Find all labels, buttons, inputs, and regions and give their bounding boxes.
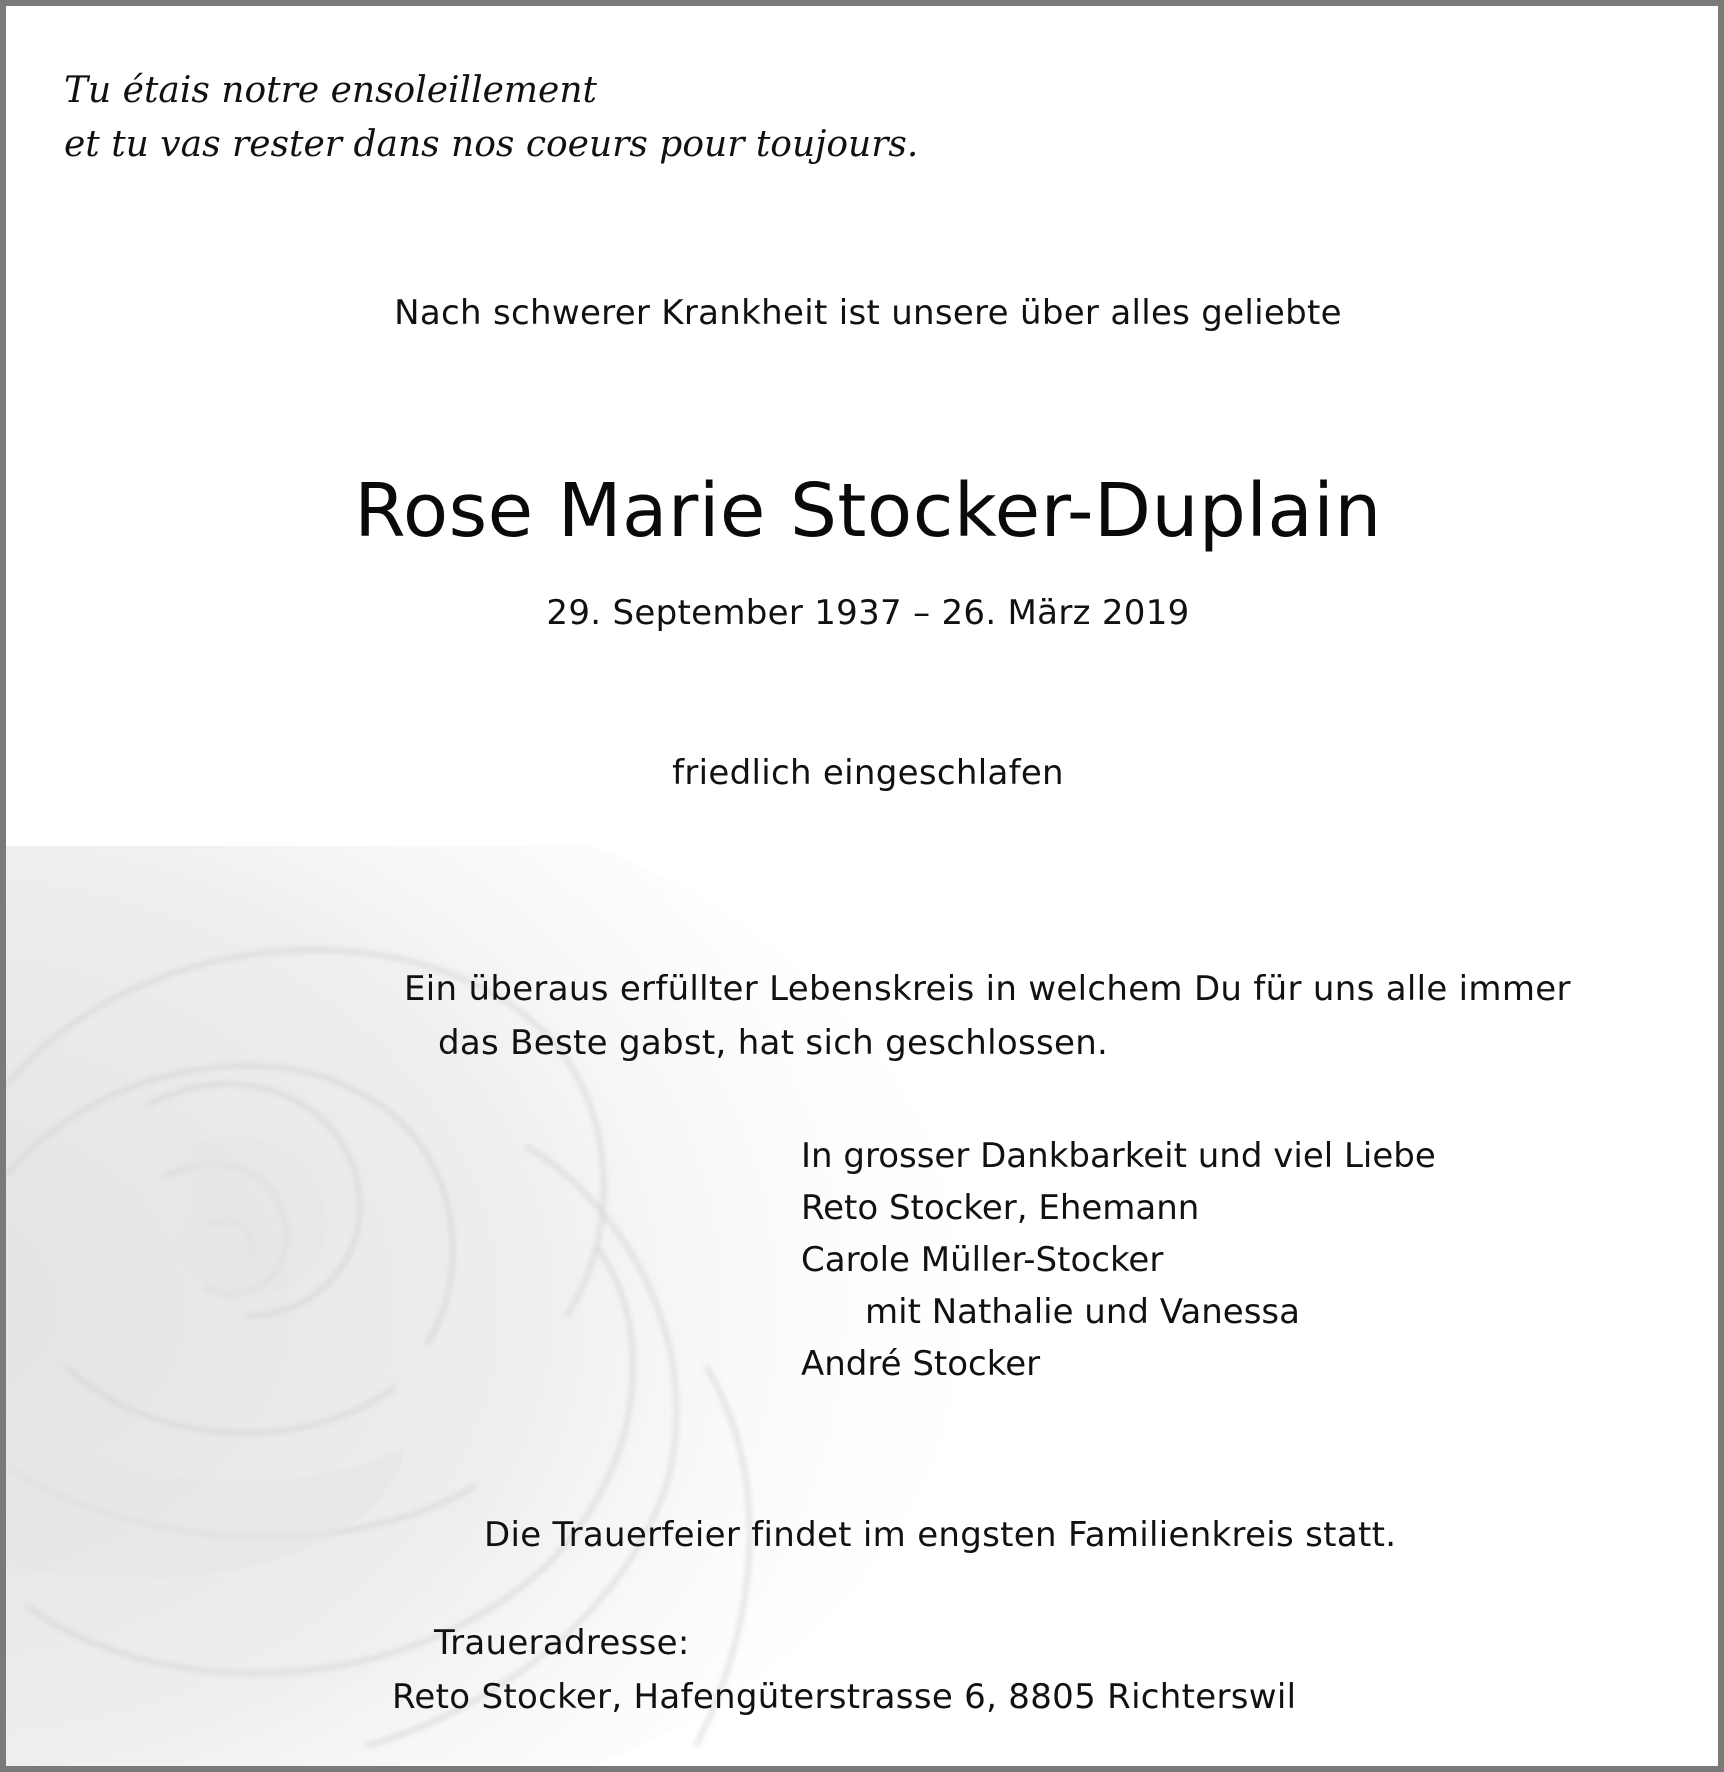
family-member: Reto Stocker, Ehemann xyxy=(801,1188,1200,1228)
family-signature xyxy=(801,1130,1436,1390)
passing-note: friedlich eingeschlafen xyxy=(672,753,1064,793)
family-greeting: In grosser Dankbarkeit und viel Liebe xyxy=(801,1136,1436,1176)
motto-line-1: Tu étais notre ensoleillement xyxy=(64,70,597,111)
family-member: Carole Müller-Stocker xyxy=(801,1240,1164,1280)
address-label: Traueradresse: xyxy=(434,1623,690,1663)
tribute-line-1: Ein überaus erfüllter Lebenskreis in welchem Du für uns alle immer xyxy=(404,969,1571,1009)
motto xyxy=(64,64,918,172)
deceased-name: Rose Marie Stocker-Duplain xyxy=(354,468,1382,554)
ceremony-note: Die Trauerfeier findet im engsten Familienkreis statt. xyxy=(484,1515,1397,1555)
family-member: mit Nathalie und Vanessa xyxy=(865,1292,1300,1332)
tribute-line-2: das Beste gabst, hat sich geschlossen. xyxy=(438,1023,1109,1063)
address-value: Reto Stocker, Hafengüterstrasse 6, 8805 Richterswil xyxy=(392,1677,1297,1717)
motto-line-2: et tu vas rester dans nos coeurs pour toujours. xyxy=(64,124,919,165)
family-member: André Stocker xyxy=(801,1344,1041,1384)
life-dates: 29. September 1937 – 26. März 2019 xyxy=(546,593,1190,633)
intro-text: Nach schwerer Krankheit ist unsere über alles geliebte xyxy=(394,293,1342,333)
